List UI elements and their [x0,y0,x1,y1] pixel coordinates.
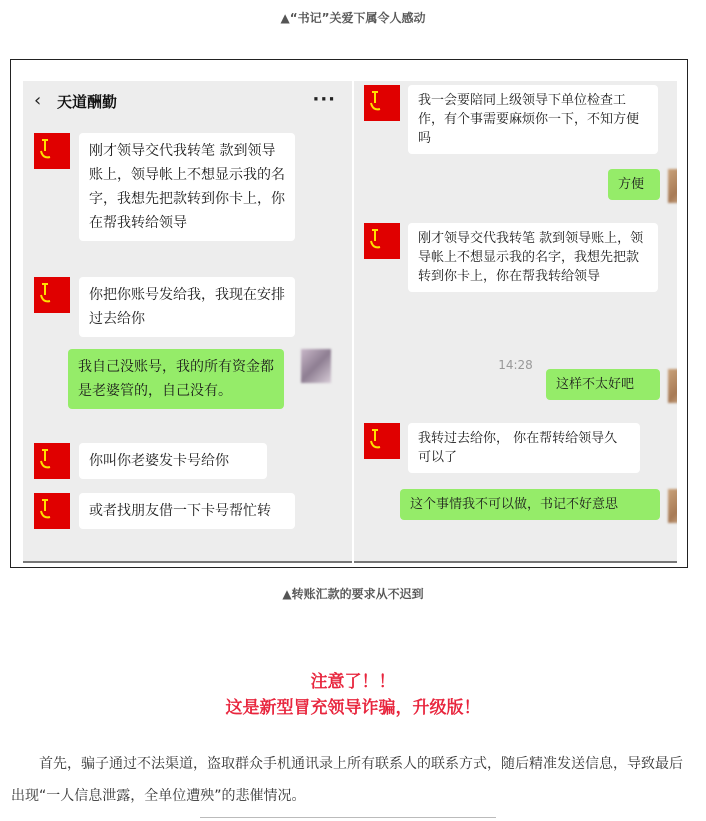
message-bubble[interactable]: 你把你账号发给我，我现在安排过去给你 [79,277,295,337]
hammer-sickle-icon [364,85,400,121]
right-chat-panel [354,81,677,563]
alert-heading: 注意了！！ [310,672,396,692]
message-bubble-outgoing[interactable]: 这个事情我不可以做，书记不好意思 [400,489,660,520]
sender-avatar[interactable] [34,133,70,169]
sender-avatar[interactable] [34,277,70,313]
section-divider [200,817,496,818]
chat-title: 天道酬勤 [57,93,118,111]
message-bubble-outgoing[interactable]: 这样不太好吧 [546,369,660,400]
message-bubble-outgoing[interactable]: 方便 [608,169,660,200]
back-arrow-icon[interactable]: ‹ [34,90,42,111]
screenshot-frame [10,59,688,568]
divider [354,561,677,563]
hammer-sickle-icon [364,223,400,259]
self-avatar[interactable] [668,169,677,203]
middle-caption: ▲转账汇款的要求从不迟到 [282,587,424,601]
message-bubble-outgoing[interactable]: 我自己没账号，我的所有资金都是老婆管的，自己没有。 [68,349,284,409]
self-avatar[interactable] [301,349,331,383]
alert-subheading: 这是新型冒充领导诈骗，升级版！ [225,698,481,718]
article-paragraph: 首先，骗子通过不法渠道，盗取群众手机通讯录上所有联系人的联系方式，随后精准发送信息，导致最后出现“一人信息泄露，全单位遭殃”的悲催情况。 [11,756,683,804]
sender-avatar[interactable] [34,443,70,479]
message-bubble[interactable]: 刚才领导交代我转笔 款到领导账上，领导帐上不想显示我的名字，我想先把款转到你卡上，你在帮我转给领导 [79,133,295,241]
hammer-sickle-icon [34,443,70,479]
hammer-sickle-icon [34,277,70,313]
message-bubble[interactable]: 或者找朋友借一下卡号帮忙转 [79,493,295,529]
sender-avatar[interactable] [364,423,400,459]
hammer-sickle-icon [34,493,70,529]
message-bubble[interactable]: 你叫你老婆发卡号给你 [79,443,267,479]
self-avatar[interactable] [668,489,677,523]
message-bubble[interactable]: 我一会要陪同上级领导下单位检查工作，有个事需要麻烦你一下，不知方便吗 [408,85,658,154]
sender-avatar[interactable] [34,493,70,529]
more-options-icon[interactable]: ··· [312,89,336,110]
self-avatar[interactable] [668,369,677,403]
left-chat-panel [23,81,352,563]
hammer-sickle-icon [364,423,400,459]
chat-header [23,81,352,121]
sender-avatar[interactable] [364,223,400,259]
timestamp: 14:28 [498,358,533,372]
divider [23,561,352,563]
message-bubble[interactable]: 我转过去给你， 你在帮转给领导久可以了 [408,423,640,473]
sender-avatar[interactable] [364,85,400,121]
message-bubble[interactable]: 刚才领导交代我转笔 款到领导账上，领导帐上不想显示我的名字，我想先把款转到你卡上，你在帮我转给领导 [408,223,658,292]
hammer-sickle-icon [34,133,70,169]
top-caption: ▲“书记”关爱下属令人感动 [280,11,426,25]
